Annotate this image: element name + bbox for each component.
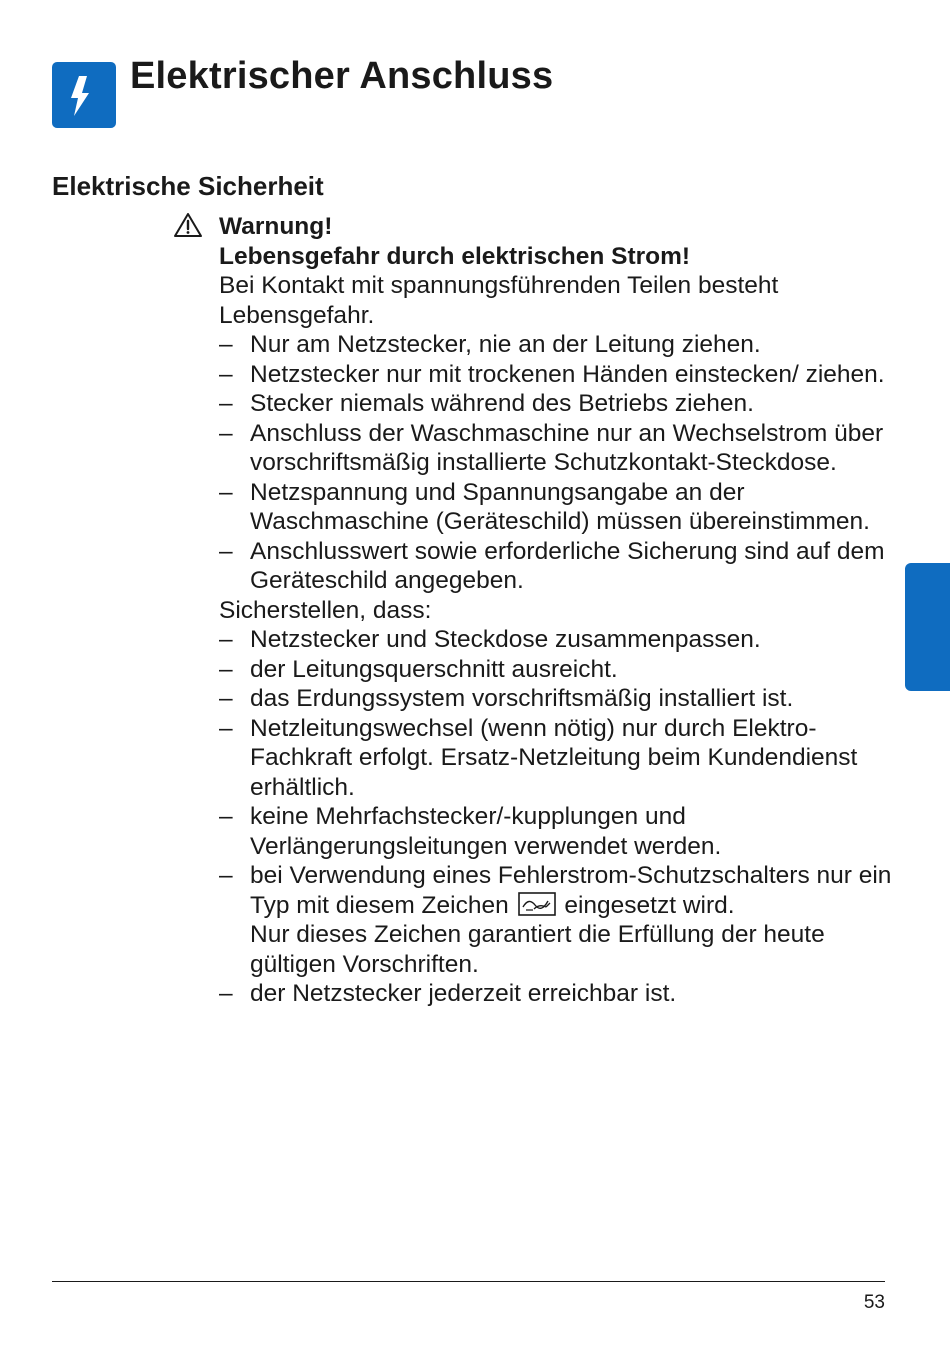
list-item-text: Netzstecker und Steckdose zusammenpassen. xyxy=(250,626,761,653)
rcd-text-after: eingesetzt wird. xyxy=(564,891,735,919)
dash-mark: – xyxy=(219,685,233,712)
dash-mark: – xyxy=(219,803,233,830)
dash-mark: – xyxy=(219,360,233,388)
footer-divider xyxy=(52,1281,885,1282)
dash-mark: – xyxy=(219,478,233,506)
list-item-text: der Leitungsquerschnitt ausreicht. xyxy=(250,655,618,683)
page-number: 53 xyxy=(863,1292,885,1313)
list-item-text: Netzstecker nur mit trockenen Händen einstecken/ ziehen. xyxy=(250,360,885,388)
chapter-tab xyxy=(905,563,950,691)
rcd-type-symbol-icon xyxy=(518,892,556,916)
dash-mark: – xyxy=(219,537,233,565)
lightning-icon xyxy=(52,62,116,128)
list-item-text: Anschluss der Waschmaschine nur an Wechselstrom über vorschriftsmäßig installierte Schutzkontakt-Steckdose. xyxy=(250,419,884,476)
dash-mark: – xyxy=(219,419,233,447)
ensure-list xyxy=(219,625,899,1009)
section-title: Elektrische Sicherheit xyxy=(52,171,324,201)
safety-list xyxy=(219,330,899,596)
list-item xyxy=(219,802,899,861)
dash-mark: – xyxy=(219,714,233,742)
ensure-label: Sicherstellen, dass: xyxy=(219,596,432,624)
list-item xyxy=(219,360,899,390)
lightning-glyph xyxy=(52,62,116,128)
warning-subheading: Lebensgefahr durch elektrischen Strom! xyxy=(219,242,691,270)
warning-heading: Warnung! xyxy=(219,213,333,240)
list-item-text: Stecker niemals während des Betriebs ziehen. xyxy=(250,390,754,417)
list-item-text: Netzspannung und Spannungsangabe an der Waschmaschine (Geräteschild) müssen übereinstimmen. xyxy=(250,478,870,535)
list-item xyxy=(219,478,899,537)
list-item-text: Nur am Netzstecker, nie an der Leitung ziehen. xyxy=(250,331,761,358)
page-title: Elektrischer Anschluss xyxy=(130,55,554,97)
list-item xyxy=(219,537,899,596)
dash-mark: – xyxy=(219,862,233,889)
list-item-text: keine Mehrfachstecker/-kupplungen und Verlängerungsleitungen verwendet werden. xyxy=(250,803,722,860)
dash-mark: – xyxy=(219,331,233,358)
dash-mark: – xyxy=(219,626,233,653)
list-item xyxy=(219,714,899,803)
dash-mark: – xyxy=(219,390,233,417)
list-item xyxy=(219,389,899,419)
list-item xyxy=(219,684,899,714)
warning-block xyxy=(219,212,899,1009)
warning-intro: Bei Kontakt mit spannungsführenden Teilen besteht Lebensgefahr. xyxy=(219,272,779,329)
list-item xyxy=(219,625,899,655)
list-item-text: Netzleitungswechsel (wenn nötig) nur durch Elektro-Fachkraft erfolgt. Ersatz-Netzleitung beim Kundendienst erhältlich. xyxy=(250,714,858,801)
dash-mark: – xyxy=(219,655,233,683)
dash-mark: – xyxy=(219,980,233,1007)
rcd-list-item xyxy=(219,861,899,979)
list-item-text: das Erdungssystem vorschriftsmäßig installiert ist. xyxy=(250,685,794,712)
rcd-text-before: bei Verwendung eines Fehlerstrom-Schutzschalters nur ein Typ mit diesem Zeichen xyxy=(250,862,892,919)
warning-triangle-icon xyxy=(173,212,203,238)
list-item-text: der Netzstecker jederzeit erreichbar ist. xyxy=(250,980,677,1007)
rcd-note: Nur dieses Zeichen garantiert die Erfüllung der heute gültigen Vorschriften. xyxy=(250,921,825,978)
list-item xyxy=(219,655,899,685)
list-item xyxy=(219,419,899,478)
list-item xyxy=(219,979,899,1009)
list-item-text: Anschlusswert sowie erforderliche Sicherung sind auf dem Geräteschild angegeben. xyxy=(250,537,885,594)
list-item xyxy=(219,330,899,360)
